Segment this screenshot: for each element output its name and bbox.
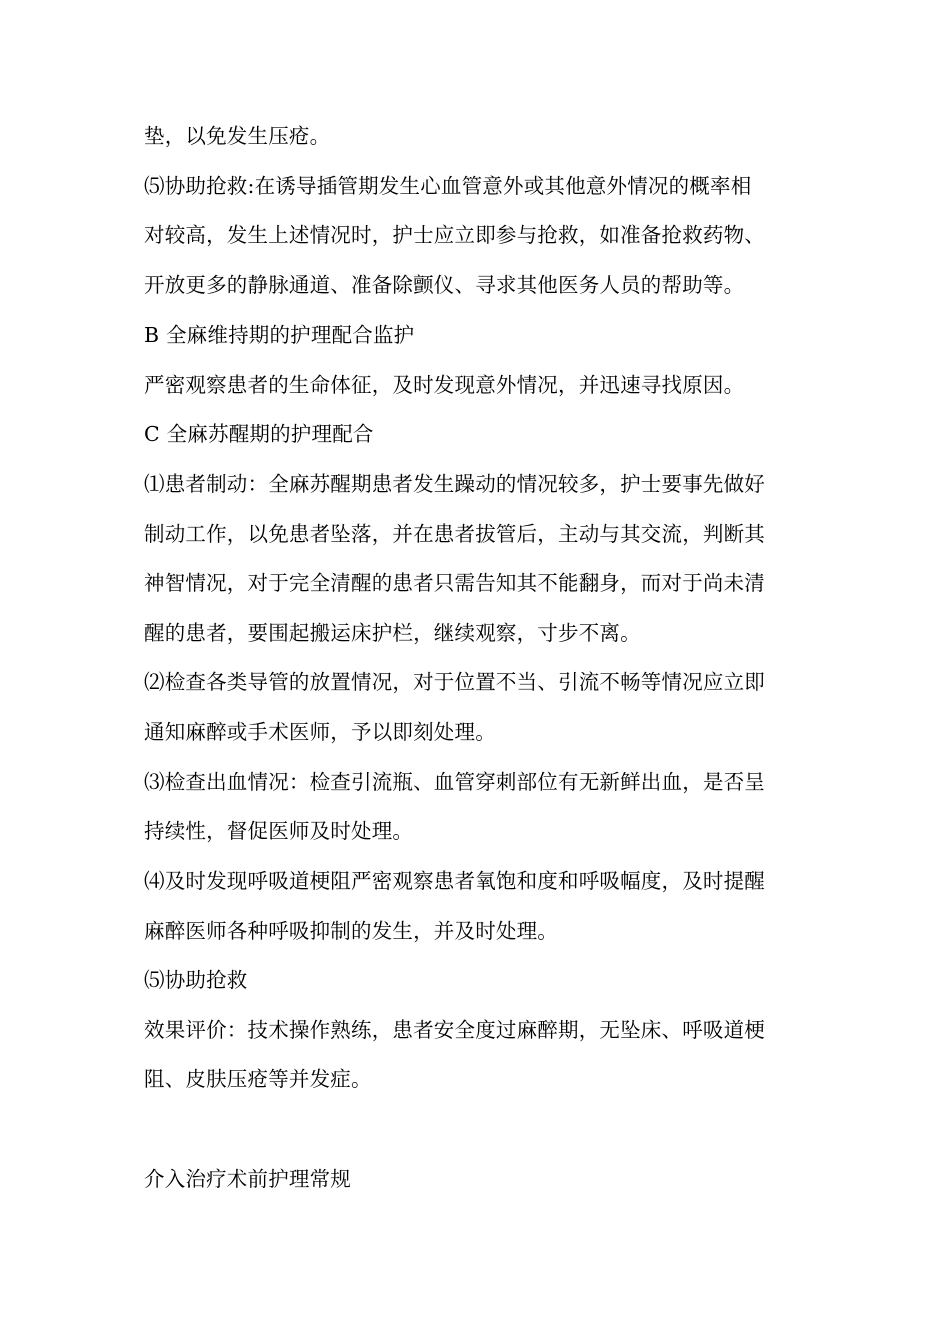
text-line: ⑵检查各类导管的放置情况，对于位置不当、引流不畅等情况应立即	[144, 670, 765, 694]
text-line: 阻、皮肤压疮等并发症。	[144, 1067, 372, 1091]
text-line: ⑶检查出血情况：检查引流瓶、血管穿刺部位有无新鲜出血，是否呈	[144, 770, 765, 794]
text-line: 开放更多的静脉通道、准备除颤仪、寻求其他医务人员的帮助等。	[144, 273, 745, 297]
text-line: ⑸协助抢救	[144, 968, 248, 992]
text-line: 严密观察患者的生命体征，及时发现意外情况，并迅速寻找原因。	[144, 373, 745, 397]
text-line: ⑸协助抢救:在诱导插管期发生心血管意外或其他意外情况的概率相	[144, 174, 752, 198]
section-heading: C 全麻苏醒期的护理配合	[144, 422, 374, 446]
text-line: ⑷及时发现呼吸道梗阻严密观察患者氧饱和度和呼吸幅度，及时提醒	[144, 869, 765, 893]
text-line: 通知麻醉或手术医师，予以即刻处理。	[144, 720, 496, 744]
text-line: 麻醉医师各种呼吸抑制的发生，并及时处理。	[144, 919, 558, 943]
section-title: 介入治疗术前护理常规	[144, 1167, 351, 1191]
text-line: 垫，以免发生压疮。	[144, 124, 331, 148]
text-line: 醒的患者，要围起搬运床护栏，继续观察，寸步不离。	[144, 621, 641, 645]
text-line: 制动工作，以免患者坠落，并在患者拔管后，主动与其交流，判断其	[144, 522, 765, 546]
text-line: 效果评价：技术操作熟练，患者安全度过麻醉期，无坠床、呼吸道梗	[144, 1018, 765, 1042]
section-heading: B 全麻维持期的护理配合监护	[144, 323, 415, 347]
text-line: 神智情况，对于完全清醒的患者只需告知其不能翻身，而对于尚未清	[144, 571, 765, 595]
text-line: 持续性，督促医师及时处理。	[144, 819, 414, 843]
text-line: 对较高，发生上述情况时，护士应立即参与抢救，如准备抢救药物、	[144, 223, 765, 247]
text-line: ⑴患者制动：全麻苏醒期患者发生躁动的情况较多，护士要事先做好	[144, 472, 765, 496]
